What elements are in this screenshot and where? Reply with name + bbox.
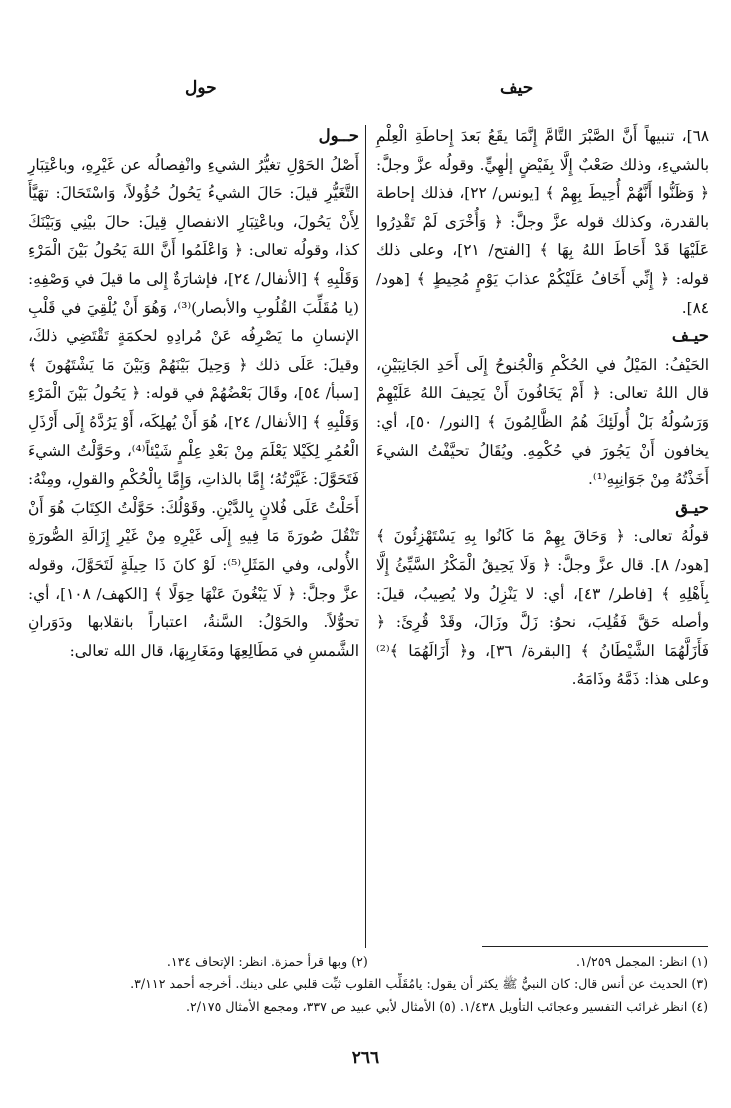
column-divider xyxy=(365,125,366,948)
running-header-left: حول xyxy=(185,78,217,98)
entry-heading-hayf: حيـف xyxy=(671,326,709,346)
paragraph-hawl: أَصْلُ الحَوْلِ تغيُّرُ الشيءِ وانْفِصالُه عن غَيْرِهِ، وباعْتِبَارِ التَّغَيُّرِ قيلَ: حَالَ الشيءُ يَحُولُ حُؤُولاً، وَاسْتَحَالَ: تهَيَّأَ لِأَنْ يَحُولَ، وباعْتِبَارِ الانفصالِ قِيلَ: حالَ بيْنِي وَبَيْنَكَ كذا، وقولُه تعالى: ﴿ وَاعْلَمُوا أَنَّ اللهَ يَحُولُ بَيْنَ الْمَرْءِ وَقَلْبِهِ ﴾ [الأنفال/ ٢٤]، فإشارَةٌ إِلى ما قيلَ في وَصْفِهِ: (يا مُقَلِّبَ القُلُوبِ والأبصار)⁽³⁾، وَهُوَ أَنْ يُلْقِيَ في قَلْبِ الإنسانِ ما يَصْرِفُه عَنْ مُرادِهِ لحكمَةٍ تَقْتَضِي ذلكَ، وقيلَ: عَلَى ذلك ﴿ وَحِيلَ بَيْنَهُمْ وَبَيْنَ مَا يَشْتَهُونَ ﴾ [سبأ/ ٥٤]، وقَالَ بَعْضُهُمْ في قوله: ﴿ يَحُولُ بَيْنَ الْمَرْءِ وَقَلْبِهِ ﴾ [الأنفال/ ٢٤]، هُوَ أَنْ يُهلِكَه، أَوْ يَرُدَّهُ إِلَى أَرْذَلِ الْعُمُرِ لِكَيْلا يَعْلَمَ مِنْ بَعْدِ عِلْمٍ شَيْئاً⁽⁴⁾، وحَوَّلْتُ الشيءَ فَتَحَوَّلَ: غَيَّرْتُهُ؛ إِمَّا بالذاتِ، وَإِمَّا بِالْحُكْمِ والقولِ، ومِنْهُ: أَحَلْتُ عَلَى فُلانٍ بِالدَّيْنِ. وقَوْلُكَ: حَوَّلْتُ الكِتَابَ هُوَ أَنْ تَنْقُلَ صُورَةَ مَا فِيهِ إِلَى غَيْرِهِ مِنْ غَيْرِ إِزَالَةِ الصُّورَةِ الأُولى، وفي المَثَلِ⁽⁵⁾: لَوْ كانَ ذَا حِيلَةٍ لَتَحَوَّلَ، وقوله عزَّ وجلَّ: ﴿ لَا يَبْغُونَ عَنْهَا حِوَلًا ﴾ [الكهف/ ١٠٨]، أي: تحوُّلاً. والحَوْلُ: السَّنةُ، اعتباراً بانقلابها ودَوَرانِ الشَّمسِ في مَطَالِعِهَا ومَغَارِبِهَا، قال الله تعالى: xyxy=(28,155,359,660)
page-number: ٢٦٦ xyxy=(351,1048,380,1068)
left-column xyxy=(28,122,359,665)
right-column xyxy=(376,122,709,694)
footnote-row: (٤) انظر غرائب التفسير وعجائب التأويل ١/٤٣٨. (٥) الأمثال لأبي عبيد ص ٣٣٧، ومجمع الأمثال ٢/١٧٥. xyxy=(186,998,708,1014)
running-header-right: حيف xyxy=(500,78,534,98)
footnotes xyxy=(28,951,708,1018)
paragraph-hayq: قولُهُ تعالى: ﴿ وَحَاقَ بِهِمْ مَا كَانُوا بِهِ يَسْتَهْزِئُونَ ﴾ [هود/ ٨]. قال عزَّ وجلَّ: ﴿ وَلَا يَحِيقُ الْمَكْرُ السَّيِّئُ إِلَّا بِأَهْلِهِ ﴾ [فاطر/ ٤٣]، أي: لا يَنْزِلُ ولا يُصِيبُ، قيلَ: وأصله حَقَّ فَقُلِبَ، نحوُ: زَلَّ وزَالَ، وقَدْ قُرِئَ: ﴿ فَأَزَلَّهُمَا الشَّيْطَانُ ﴾ [البقرة/ ٣٦]، و﴿ أَزَالَهُمَا ﴾⁽²⁾ وعلى هذا: ذَمَّهُ وذَامَهُ. xyxy=(376,527,709,689)
entry-heading-hawl: حــول xyxy=(318,126,359,145)
paragraph-hayf: الحَيْفُ: المَيْلُ في الحُكْمِ وَالْجُنوحُ إِلَى أَحَدِ الجَانِبَيْنِ، قال اللهُ تعالى: ﴿ أَمْ يَخَافُونَ أَنْ يَحِيفَ اللهُ عَلَيْهِمْ وَرَسُولُهُ بَلْ أُولَئِكَ هُمُ الظَّالِمُونَ ﴾ [النور/ ٥٠]، أي: يخافون أَنْ يَجُورَ في حُكْمِهِ. ويُقَالُ تحيَّفْتُ الشيءَ أَخَذْتُهُ مِنْ جَوَانِبِهِ⁽¹⁾. xyxy=(376,355,709,489)
footnote-separator xyxy=(482,946,708,947)
footnote-row: (١) انظر: المجمل ١/٢٥٩. (٢) وبها قرأ حمزة. انظر: الإتحاف ١٣٤. xyxy=(166,954,708,969)
entry-heading-hayq: حيـق xyxy=(675,497,709,517)
paragraph-ihata: ٦٨]، تنبيهاً أَنَّ الصَّبْرَ التَّامَّ إِنَّمَا يقَعُ بَعدَ إِحاطَةِ الْعِلْمِ بالشيءِ، وذلك صَعْبٌ إِلَّا بِفَيْضٍ إلٰهِيٍّ. وقولُه عزَّ وجلَّ: ﴿ وَظَنُّوا أَنَّهُمْ أُحِيطَ بِهِمْ ﴾ [يونس/ ٢٢]، فذلك إحاطة بالقدرة، وكذلك قوله عزَّ وجلَّ: ﴿ وَأُخْرَى لَمْ تَقْدِرُوا عَلَيْهَا قَدْ أَحَاطَ اللهُ بِهَا ﴾ [الفتح/ ٢١]، وعلى ذلك قوله: ﴿ إِنِّي أَخَافُ عَلَيْكُمْ عذابَ يَوْمٍ مُحِيطٍ ﴾ [هود/ ٨٤]. xyxy=(376,127,709,317)
footnote-row: (٣) الحديث عن أنس قال: كان النبيُّ ﷺ يكثر أن يقول: يامُقَلِّب القلوب ثبِّت قلبي على دينك. أخرجه أحمد ٣/١١٢. xyxy=(130,976,708,992)
